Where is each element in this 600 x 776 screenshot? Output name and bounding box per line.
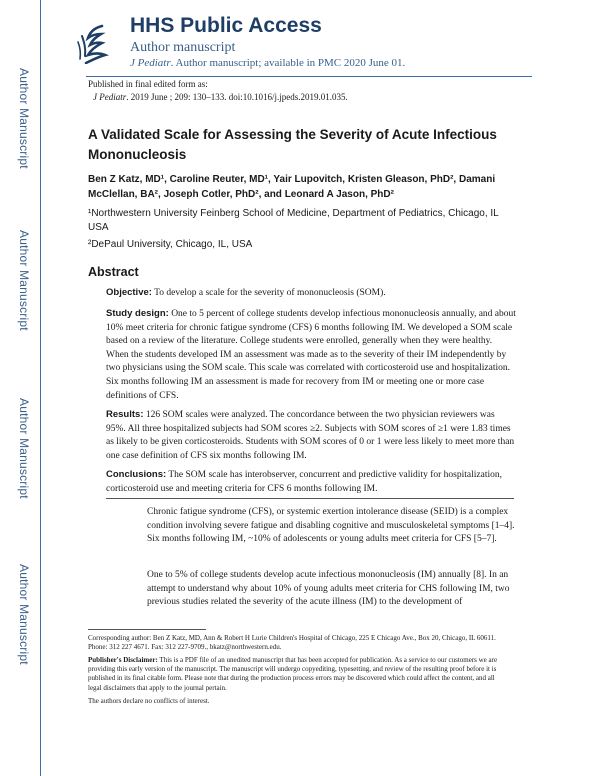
hhs-eagle-logo-icon [74,22,114,64]
sidebar-label: Author Manuscript [17,68,31,169]
abstract-heading: Abstract [88,265,139,279]
sidebar-divider [40,0,41,776]
author-list: Ben Z Katz, MD¹, Caroline Reuter, MD¹, Yair Lupovitch, Kristen Gleason, PhD², Damani McClellan, BA², Joseph Cotler, PhD², and Leonard A Jason, PhD² [88,174,496,200]
header-divider [86,76,532,77]
published-label: Published in final edited form as: [88,79,208,89]
citation [93,92,348,102]
body-paragraph: One to 5% of college students develop acute infectious mononucleosis (IM) annually [8]. In an attempt to understand why about 10% of young adults meet criteria for CHS following IM, two previous studies related the severity of the acute illness (IM) to the development of [147,570,510,608]
paper-title: A Validated Scale for Assessing the Severity of Acute Infectious Mononucleosis [88,127,497,162]
abstract-study-design [106,307,516,403]
disclaimer-label: Publisher's Disclaimer: [88,656,158,664]
journal-abbrev: J Pediatr [130,57,171,69]
abstract-conclusions [106,468,516,496]
section-text: 126 SOM scales were analyzed. The concordance between the two physician reviewers was 95%. All three hospitalized subjects had SOM scores ≥2. Subjects with SOM scores of ≥1 were 1.83 times as likely to be given corticosteroids. Students with SOM scores of 0 or 1 were less likely to meet more than one case definition of CFS six months following IM. [106,410,515,461]
section-label: Objective: [106,287,152,298]
corresponding-author-note: Corresponding author: Ben Z Katz, MD, Ann & Robert H Lurie Children's Hospital of Chicago, 225 E Chicago Ave., Box 20, Chicago, IL 60611. Phone: 312 227 4671. Fax: 312 227-9709., bkatz@northwestern.edu. [88,634,496,652]
section-label: Study design: [106,308,169,319]
conflicts-note: The authors declare no conflicts of interest. [88,697,210,705]
abstract-divider [106,498,514,499]
abstract-objective [106,286,516,301]
body-paragraph: Chronic fatigue syndrome (CFS), or systemic exertion intolerance disease (SEID) is a complex condition involving severe fatigue and disabling cognitive and musculoskeletal symptoms [1–4]. Six months following IM, ~10% of adolescents or young adults meet criteria for CFS [5–7]. [147,507,515,545]
citation-details: . 2019 June ; 209: 130–133. doi:10.1016/j.jpeds.2019.01.035. [126,92,348,102]
sidebar-label: Author Manuscript [17,230,31,331]
availability-text: . Author manuscript; available in PMC 2020 June 01. [170,57,406,69]
citation-journal: J Pediatr [93,92,127,102]
abstract-results [106,408,516,463]
section-label: Conclusions: [106,469,167,480]
sidebar-label: Author Manuscript [17,398,31,499]
footnote-divider [88,629,206,630]
author-manuscript-label: Author manuscript [130,40,236,55]
affiliation: ¹Northwestern University Feinberg School of Medicine, Department of Pediatrics, Chicago, IL USA [88,208,499,233]
section-text: To develop a scale for the severity of mononucleosis (SOM). [151,288,386,298]
sidebar-label: Author Manuscript [17,564,31,665]
affiliation: ²DePaul University, Chicago, IL, USA [88,239,253,250]
availability-line [130,57,405,69]
hhs-public-access-title: HHS Public Access [130,14,322,37]
publisher-disclaimer [88,656,508,693]
section-label: Results: [106,409,144,420]
section-text: One to 5 percent of college students develop infectious mononucleosis annually, and about 10% meet criteria for chronic fatigue syndrome (CFS) 6 months following IM. We developed a SOM scale based on a review of the literature. College students were enrolled, generally when they were healthy. When the students developed IM an assessment was made as to the severity of their IM independently by two physicians using the SOM scale. This scale was correlated with corticosteroid use and hospitalization. Six months following IM an assessment is made for recovery from IM or meeting one or more case definitions of CFS. [106,309,516,401]
disclaimer-text: This is a PDF file of an unedited manuscript that has been accepted for publication. As a service to our customers we are providing this early version of the manuscript. The manuscript will undergo copyediting, typesetting, and review of the resulting proof before it is published in its final citable form. Please note that during the production process errors may be discovered which could affect the content, and all legal disclaimers that apply to the journal pertain. [88,656,498,692]
section-text: The SOM scale has interobserver, concurrent and predictive validity for hospitalization, corticosteroid use and meeting criteria for CFS 6 months following IM. [106,470,502,494]
